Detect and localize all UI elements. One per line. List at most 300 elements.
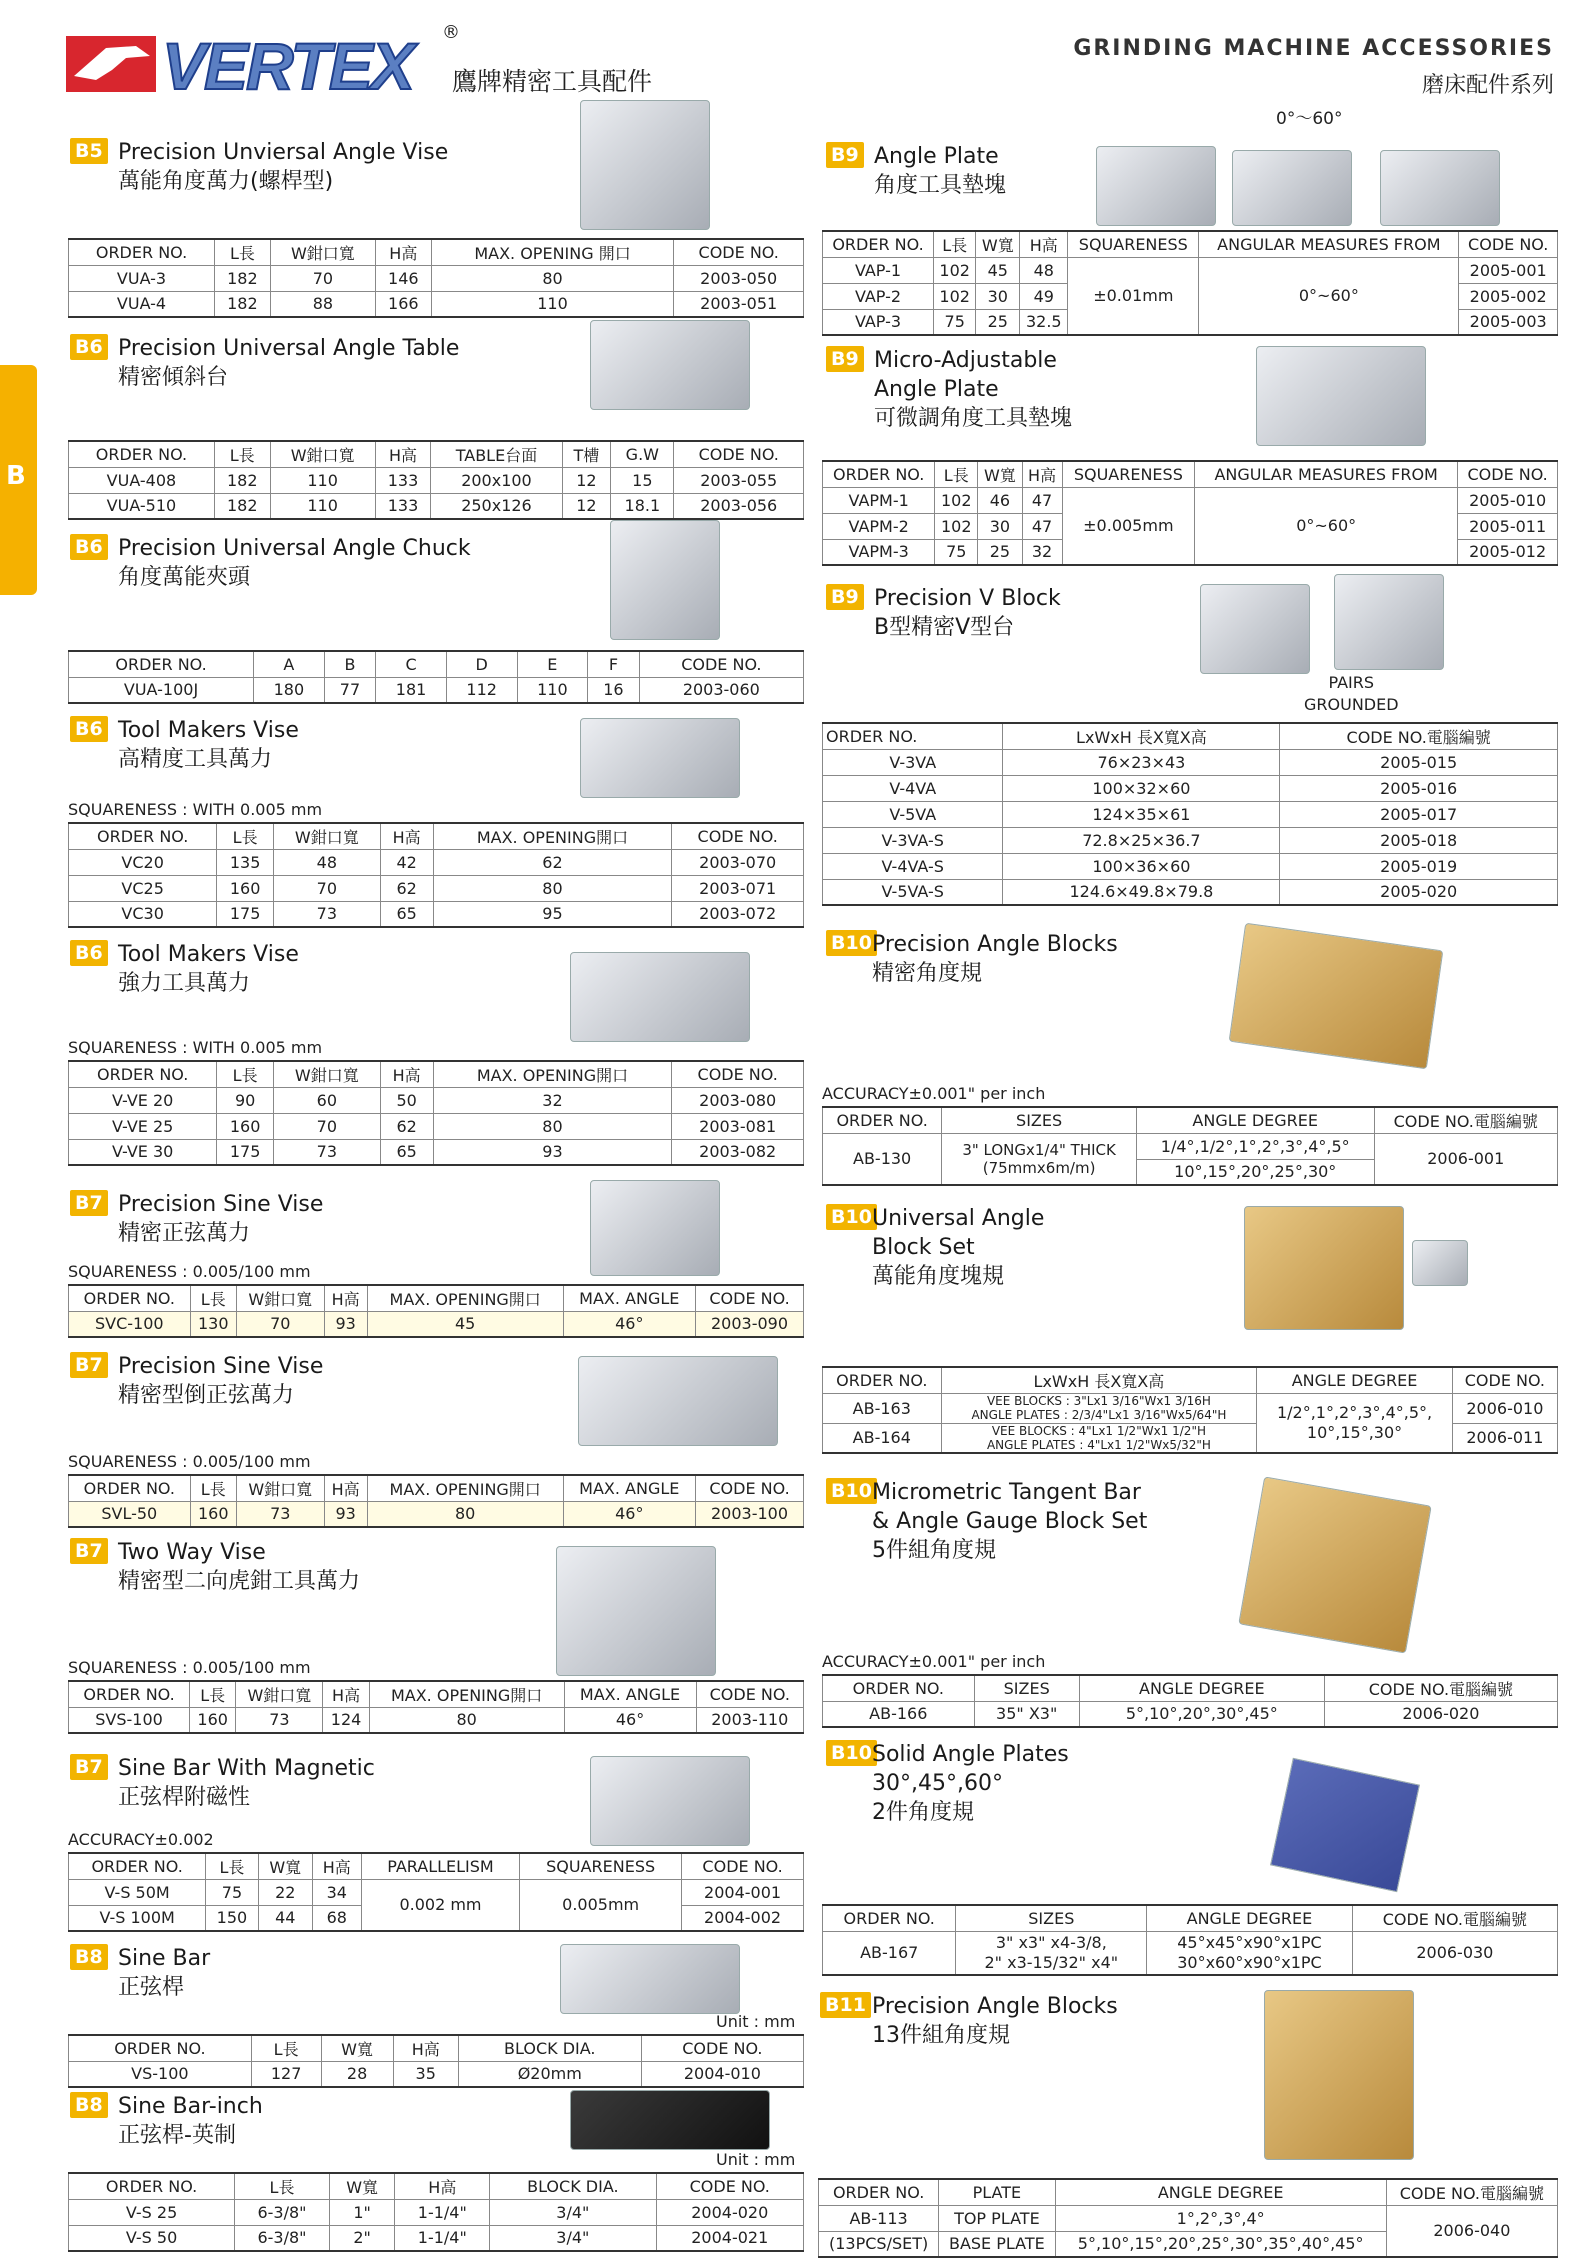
table-cell: 160 — [217, 1113, 274, 1139]
title-zh: 萬能角度萬力(螺桿型) — [118, 169, 334, 194]
table-row — [69, 1879, 804, 1905]
section-side-tab[interactable] — [0, 365, 37, 595]
table-cell: 2003-071 — [672, 875, 804, 901]
table-cell: VEE BLOCKS : 3"Lx1 3/16"Wx1 3/16H ANGLE PLATES : 2/3/4"Lx1 3/16"Wx5/64"H — [941, 1393, 1257, 1423]
table-cell: V-VE 30 — [69, 1139, 217, 1165]
table-cell: 34 — [312, 1879, 361, 1905]
column-header: CODE NO. — [674, 441, 804, 467]
table-cell: 2003-110 — [696, 1707, 803, 1733]
table-cell: Ø20mm — [458, 2061, 641, 2087]
table-cell: 1" — [329, 2199, 395, 2225]
table-cell: 93 — [324, 1311, 367, 1337]
table-cell: 2003-072 — [672, 901, 804, 927]
table-cell: 80 — [369, 1707, 564, 1733]
column-header: W寬 — [329, 2173, 395, 2199]
table-cell: VC25 — [69, 875, 217, 901]
table-cell: VAPM-3 — [823, 539, 935, 565]
product-image — [590, 1180, 720, 1276]
table-cell: V-5VA-S — [823, 879, 1003, 905]
table-row — [823, 1931, 1558, 1975]
column-header: CODE NO.電腦編號 — [1374, 1107, 1557, 1133]
table-cell: 160 — [190, 1501, 236, 1527]
table-cell: 182 — [214, 467, 270, 493]
product-title — [118, 1190, 323, 1248]
table-cell: V-S 25 — [69, 2199, 235, 2225]
table-cell: 2003-081 — [672, 1113, 804, 1139]
title-en: Precision Angle Blocks — [872, 1994, 1118, 2019]
section-badge: B6 — [70, 334, 108, 360]
table-row — [69, 291, 804, 317]
product-title — [118, 716, 299, 774]
column-header: SIZES — [956, 1905, 1147, 1931]
table-cell: 73 — [273, 1139, 380, 1165]
column-header: MAX. OPENING開口 — [367, 1285, 563, 1311]
title-zh: 正弦桿 — [118, 1975, 185, 2000]
title-zh: 13件組角度規 — [872, 2023, 1010, 2048]
table-cell: AB-163 — [823, 1393, 942, 1423]
table-cell: 6-3/8" — [235, 2199, 330, 2225]
brand-subtitle: 鷹牌精密工具配件 — [452, 67, 653, 96]
product-image — [578, 1356, 778, 1446]
table-row — [69, 2225, 804, 2251]
table-cell: 127 — [251, 2061, 321, 2087]
table-cell: 60 — [273, 1087, 380, 1113]
table-cell: 1/2°,1°,2°,3°,4°,5°, 10°,15°,30° — [1257, 1393, 1452, 1453]
title-zh: 精密角度規 — [872, 961, 983, 986]
column-header: H高 — [393, 2035, 458, 2061]
product-image — [1244, 1206, 1404, 1330]
column-header: L長 — [251, 2035, 321, 2061]
column-header: B — [324, 651, 375, 677]
column-header: BLOCK DIA. — [490, 2173, 656, 2199]
section-badge: B8 — [70, 1944, 108, 1970]
column-header: CODE NO. — [682, 1853, 804, 1879]
table-cell: 77 — [324, 677, 375, 703]
column-header: H高 — [395, 2173, 490, 2199]
section-badge: B9 — [826, 346, 864, 372]
product-title — [118, 2092, 263, 2150]
column-header: H高 — [312, 1853, 361, 1879]
table-cell: 250x126 — [431, 493, 562, 519]
column-header: W寬 — [321, 2035, 393, 2061]
table-cell: 32 — [1022, 539, 1062, 565]
spec-note: SQUARENESS : 0.005/100 mm — [68, 1658, 311, 1677]
table-cell: 2005-011 — [1458, 513, 1558, 539]
title-zh: 強力工具萬力 — [118, 971, 251, 996]
column-header: ORDER NO. — [69, 1285, 191, 1311]
column-header: CODE NO. — [1452, 1367, 1557, 1393]
spec-table-b7c — [68, 1680, 804, 1734]
column-header: SQUARENESS — [520, 1853, 682, 1879]
table-row — [69, 849, 804, 875]
table-cell: 70 — [273, 1113, 380, 1139]
table-cell: 180 — [254, 677, 325, 703]
product-title — [872, 1992, 1118, 2050]
table-cell: 6-3/8" — [235, 2225, 330, 2251]
table-cell: 2004-002 — [682, 1905, 804, 1931]
table-cell: VC30 — [69, 901, 217, 927]
product-image — [590, 1756, 750, 1846]
title-en: Sine Bar With Magnetic — [118, 1756, 375, 1781]
product-image — [1200, 584, 1310, 674]
table-cell: SVL-50 — [69, 1501, 191, 1527]
section-badge: B7 — [70, 1754, 108, 1780]
spec-table-b10d — [822, 1904, 1558, 1976]
table-cell: 2006-001 — [1374, 1133, 1557, 1185]
column-header: CODE NO. — [674, 239, 804, 265]
table-cell: ±0.005mm — [1062, 487, 1195, 565]
table-cell: AB-113 — [819, 2205, 939, 2231]
table-cell: 110 — [517, 677, 588, 703]
column-header: W鉗口寬 — [270, 239, 375, 265]
title-en: Two Way Vise — [118, 1540, 266, 1565]
table-cell: V-3VA — [823, 749, 1003, 775]
table-cell: 15 — [611, 467, 674, 493]
table-cell: 2003-082 — [672, 1139, 804, 1165]
spec-table-b8b — [68, 2172, 804, 2252]
column-header: E — [517, 651, 588, 677]
table-cell: 0°~60° — [1199, 257, 1459, 335]
table-row — [823, 853, 1558, 879]
section-badge: B7 — [70, 1538, 108, 1564]
column-header: L長 — [935, 461, 978, 487]
table-cell: 46° — [563, 1311, 696, 1337]
side-tab-label: B — [6, 461, 26, 491]
column-header: ORDER NO. — [823, 231, 934, 257]
table-cell: 73 — [236, 1501, 324, 1527]
table-row — [69, 1113, 804, 1139]
table-cell: V-VE 20 — [69, 1087, 217, 1113]
table-row — [69, 1087, 804, 1113]
column-header: ORDER NO. — [823, 1905, 956, 1931]
title-en-2: & Angle Gauge Block Set — [872, 1509, 1148, 1534]
column-header: L長 — [206, 1853, 258, 1879]
table-cell: 76×23×43 — [1003, 749, 1280, 775]
section-badge: B5 — [70, 138, 108, 164]
product-title — [118, 1754, 375, 1812]
table-row — [823, 257, 1558, 283]
product-title — [118, 1352, 323, 1410]
table-cell: 75 — [206, 1879, 258, 1905]
table-cell: VAP-2 — [823, 283, 934, 309]
table-cell: SVS-100 — [69, 1707, 190, 1733]
category-title-zh: 磨床配件系列 — [1421, 73, 1554, 98]
table-cell: 124×35×61 — [1003, 801, 1280, 827]
column-header: LxWxH 長X寬X高 — [941, 1367, 1257, 1393]
table-cell: 30 — [978, 513, 1022, 539]
table-cell: 182 — [215, 265, 271, 291]
registered-mark: ® — [442, 22, 460, 43]
table-cell: VAPM-1 — [823, 487, 935, 513]
column-header: ANGLE DEGREE — [1055, 2179, 1386, 2205]
title-en: Precision Universal Angle Table — [118, 336, 460, 361]
column-header: W寬 — [258, 1853, 312, 1879]
spec-note: SQUARENESS : 0.005/100 mm — [68, 1452, 311, 1471]
table-cell: 124.6×49.8×79.8 — [1003, 879, 1280, 905]
table-cell: 110 — [431, 291, 674, 317]
table-cell: 2003-080 — [672, 1087, 804, 1113]
column-header: ORDER NO. — [69, 1853, 206, 1879]
column-header: PLATE — [939, 2179, 1055, 2205]
table-cell: 22 — [258, 1879, 312, 1905]
product-image — [570, 2090, 770, 2150]
table-cell: 2004-010 — [641, 2061, 803, 2087]
column-header: ANGLE DEGREE — [1257, 1367, 1452, 1393]
title-en: Solid Angle Plates — [872, 1742, 1069, 1767]
product-image — [1232, 150, 1352, 226]
column-header: W寬 — [978, 461, 1022, 487]
table-cell: 35 — [393, 2061, 458, 2087]
table-cell: 44 — [258, 1905, 312, 1931]
table-row — [823, 879, 1558, 905]
spec-table-b7d — [68, 1852, 804, 1932]
table-cell: 182 — [214, 493, 270, 519]
table-cell: 80 — [433, 875, 672, 901]
section-badge: B10 — [826, 1478, 877, 1504]
table-cell: 133 — [375, 467, 431, 493]
title-zh: 角度萬能夾頭 — [118, 565, 251, 590]
product-image — [580, 100, 710, 230]
column-header: L長 — [235, 2173, 330, 2199]
spec-table-b6b — [68, 650, 804, 704]
spec-table-b8a — [68, 2034, 804, 2088]
table-cell: 130 — [190, 1311, 236, 1337]
title-zh: 可微調角度工具墊塊 — [874, 406, 1073, 431]
title-en: Angle Plate — [874, 144, 999, 169]
table-row — [819, 2205, 1558, 2231]
table-cell: 73 — [273, 901, 380, 927]
column-header: ANGLE DEGREE — [1079, 1675, 1324, 1701]
title-en: Precision Angle Blocks — [872, 932, 1118, 957]
column-header: MAX. ANGLE — [563, 1475, 696, 1501]
product-title — [874, 584, 1061, 642]
table-cell: 2005-010 — [1458, 487, 1558, 513]
table-cell: V-5VA — [823, 801, 1003, 827]
column-header: ORDER NO. — [69, 1475, 191, 1501]
table-row — [69, 1501, 804, 1527]
column-header: H高 — [324, 1475, 367, 1501]
table-cell: 25 — [976, 309, 1020, 335]
table-cell: 2006-020 — [1324, 1701, 1557, 1727]
table-cell: 2003-050 — [674, 265, 804, 291]
table-cell: 102 — [934, 257, 976, 283]
table-cell: 28 — [321, 2061, 393, 2087]
table-cell: 2003-090 — [696, 1311, 804, 1337]
spec-table-b7a — [68, 1284, 804, 1338]
column-header: ORDER NO. — [823, 1107, 942, 1133]
column-header: L長 — [215, 239, 271, 265]
table-cell: 124 — [323, 1707, 369, 1733]
table-cell: AB-167 — [823, 1931, 956, 1975]
product-title — [118, 334, 459, 392]
product-title — [118, 1538, 360, 1596]
column-header: ORDER NO. — [69, 1061, 217, 1087]
table-cell: VC20 — [69, 849, 217, 875]
table-cell: 100×32×60 — [1003, 775, 1280, 801]
title-zh: 正弦桿-英制 — [118, 2123, 236, 2148]
spec-table-b6a — [68, 440, 804, 520]
product-image — [1229, 923, 1444, 1070]
column-header: MAX. ANGLE — [564, 1681, 696, 1707]
table-cell: 80 — [367, 1501, 563, 1527]
column-header: A — [254, 651, 325, 677]
table-cell: 46° — [563, 1501, 696, 1527]
table-cell: 135 — [217, 849, 274, 875]
table-cell: 42 — [380, 849, 433, 875]
table-cell: 47 — [1022, 513, 1062, 539]
table-cell: 2006-011 — [1452, 1423, 1557, 1453]
product-title — [874, 346, 1072, 433]
title-zh: 精密型二向虎鉗工具萬力 — [118, 1569, 361, 1594]
table-cell: 0.005mm — [520, 1879, 682, 1931]
table-cell: 30 — [976, 283, 1020, 309]
table-cell: 68 — [312, 1905, 361, 1931]
table-cell: 181 — [376, 677, 447, 703]
title-en: Tool Makers Vise — [118, 718, 299, 743]
column-header: T槽 — [562, 441, 611, 467]
table-cell: 1/4°,1/2°,1°,2°,3°,4°,5° — [1136, 1133, 1374, 1159]
product-title — [872, 930, 1118, 988]
column-header: L長 — [934, 231, 976, 257]
column-header: MAX. ANGLE — [563, 1285, 696, 1311]
vertex-logo — [66, 28, 456, 103]
column-header: H高 — [324, 1285, 367, 1311]
table-cell: 50 — [380, 1087, 433, 1113]
table-cell: 5°,10°,20°,30°,45° — [1079, 1701, 1324, 1727]
column-header: CODE NO. — [1459, 231, 1558, 257]
table-cell: 2" — [329, 2225, 395, 2251]
section-badge: B9 — [826, 584, 864, 610]
table-row — [823, 1393, 1558, 1423]
table-row — [69, 265, 804, 291]
product-title — [118, 1944, 210, 2002]
product-title — [872, 1478, 1147, 1565]
table-cell: VAP-1 — [823, 257, 934, 283]
table-cell: 182 — [215, 291, 271, 317]
spec-table-b11 — [818, 2178, 1558, 2258]
table-cell: 10°,15°,20°,25°,30° — [1136, 1159, 1374, 1185]
column-header: ORDER NO. — [69, 651, 254, 677]
column-header: H高 — [380, 823, 433, 849]
table-row — [69, 2061, 804, 2087]
table-cell: 1°,2°,3°,4° — [1055, 2205, 1386, 2231]
table-cell: 2005-002 — [1459, 283, 1558, 309]
column-header: ORDER NO. — [69, 823, 217, 849]
title-en-2: Block Set — [872, 1235, 975, 1260]
table-row — [69, 1707, 804, 1733]
section-badge: B7 — [70, 1190, 108, 1216]
spec-note: ACCURACY±0.002 — [68, 1830, 214, 1849]
spec-table-b5 — [68, 238, 804, 318]
table-cell: 32 — [433, 1087, 672, 1113]
column-header: ORDER NO. — [69, 441, 215, 467]
table-cell: 2004-021 — [656, 2225, 804, 2251]
table-cell: 2005-012 — [1458, 539, 1558, 565]
title-en: Micrometric Tangent Bar — [872, 1480, 1141, 1505]
table-cell: 93 — [433, 1139, 672, 1165]
section-badge: B6 — [70, 940, 108, 966]
table-cell: 2005-017 — [1280, 801, 1558, 827]
column-header: ANGLE DEGREE — [1136, 1107, 1374, 1133]
table-cell: 35" X3" — [974, 1701, 1079, 1727]
table-cell: AB-130 — [823, 1133, 942, 1185]
product-image — [1270, 1758, 1420, 1893]
column-header: H高 — [375, 239, 431, 265]
table-cell: 200x100 — [431, 467, 562, 493]
column-header: SIZES — [974, 1675, 1079, 1701]
table-cell: 102 — [935, 487, 978, 513]
title-zh: 2件角度規 — [872, 1800, 974, 1825]
table-cell: 150 — [206, 1905, 258, 1931]
section-badge: B9 — [826, 142, 864, 168]
column-header: CODE NO. — [672, 1061, 804, 1087]
table-row — [823, 1701, 1558, 1727]
spec-table-b9a — [822, 230, 1558, 336]
table-cell: 175 — [217, 901, 274, 927]
column-header: W鉗口寬 — [270, 441, 375, 467]
table-cell: 62 — [433, 849, 672, 875]
table-cell: 2003-051 — [674, 291, 804, 317]
table-cell: 75 — [935, 539, 978, 565]
table-cell: 48 — [273, 849, 380, 875]
spec-note: SQUARENESS : 0.005/100 mm — [68, 1262, 311, 1281]
section-badge: B6 — [70, 534, 108, 560]
table-cell: 65 — [380, 901, 433, 927]
table-row — [823, 801, 1558, 827]
product-image — [590, 320, 750, 410]
table-cell: 70 — [236, 1311, 324, 1337]
column-header: CODE NO. — [641, 2035, 803, 2061]
table-cell: AB-166 — [823, 1701, 975, 1727]
column-header: ORDER NO. — [823, 1675, 975, 1701]
table-cell: 160 — [217, 875, 274, 901]
column-header: TABLE台面 — [431, 441, 562, 467]
product-title — [874, 142, 1006, 200]
product-title — [872, 1740, 1069, 1827]
section-badge: B7 — [70, 1352, 108, 1378]
column-header: ORDER NO. — [69, 1681, 190, 1707]
title-en: Sine Bar — [118, 1946, 211, 1971]
table-cell: VUA-510 — [69, 493, 215, 519]
table-cell: 146 — [375, 265, 431, 291]
title-en: Micro-Adjustable — [874, 348, 1057, 373]
table-cell: VUA-100J — [69, 677, 254, 703]
section-badge: B11 — [820, 1992, 871, 2018]
table-cell: 90 — [217, 1087, 274, 1113]
product-image — [1096, 146, 1216, 226]
product-title — [118, 940, 299, 998]
table-cell: AB-164 — [823, 1423, 942, 1453]
title-en: Precision V Block — [874, 586, 1061, 611]
table-cell: VS-100 — [69, 2061, 252, 2087]
column-header: L長 — [214, 441, 270, 467]
column-header: MAX. OPENING開口 — [433, 823, 672, 849]
column-header: ORDER NO. — [823, 461, 935, 487]
column-header: H高 — [1020, 231, 1068, 257]
column-header: D — [446, 651, 517, 677]
table-cell: 2005-003 — [1459, 309, 1558, 335]
table-cell: 45 — [976, 257, 1020, 283]
table-cell: VAPM-2 — [823, 513, 935, 539]
table-cell: 25 — [978, 539, 1022, 565]
table-cell: 1-1/4" — [395, 2225, 490, 2251]
table-cell: VUA-408 — [69, 467, 215, 493]
column-header: G.W — [611, 441, 674, 467]
column-header: W鉗口寬 — [236, 1681, 323, 1707]
table-cell: V-3VA-S — [823, 827, 1003, 853]
column-header: MAX. OPENING開口 — [369, 1681, 564, 1707]
section-badge: B10 — [826, 930, 877, 956]
